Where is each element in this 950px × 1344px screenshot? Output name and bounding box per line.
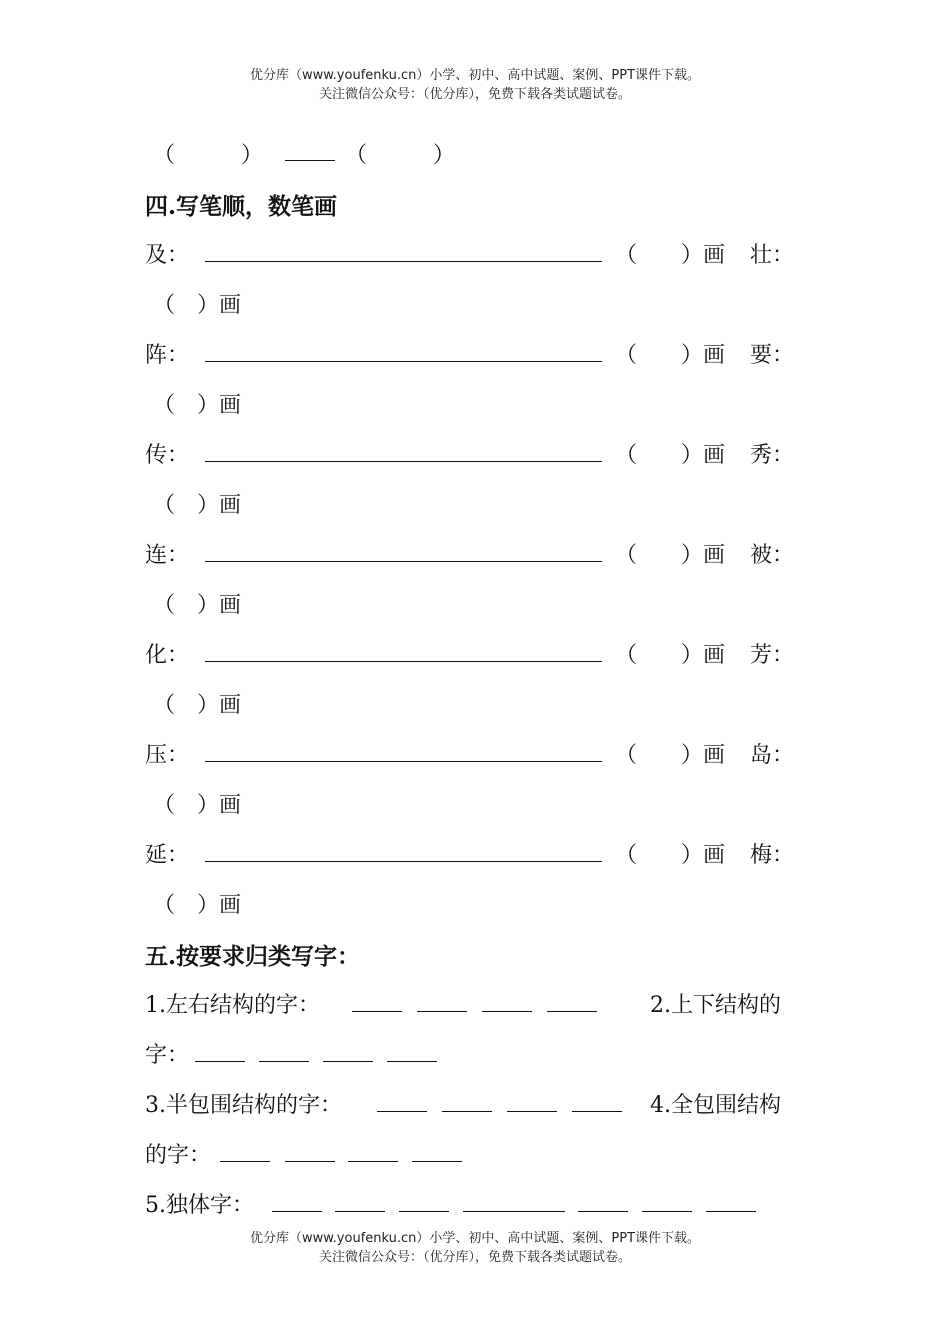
worksheet-body [145,128,810,1228]
stroke-count-paren: （ ）画 [615,743,726,768]
stroke-order-blank[interactable] [205,861,602,862]
section-4-heading [145,178,810,228]
answer-blank[interactable] [195,1061,245,1062]
char-label: 压： [145,743,190,768]
stroke-order-rows [145,228,810,928]
answer-blank[interactable] [285,160,335,161]
answer-blank[interactable] [572,1111,622,1112]
answer-blank[interactable] [220,1161,270,1162]
footer-line-1: 优分库（www.youfenku.cn）小学、初中、高中试题、案例、PPT课件下载。 [249,1231,701,1246]
stroke-count-paren: （ ）画 [615,343,726,368]
page-footer [0,1229,950,1267]
stroke-count-paren: （ ）画 [615,243,726,268]
char-label: 及： [145,243,190,268]
answer-blank[interactable] [285,1161,335,1162]
answer-blank[interactable] [417,1011,467,1012]
item-4-label-cont: 的字： [145,1143,212,1168]
stroke-count-paren: （ ）画 [615,543,726,568]
stroke-row [145,428,810,478]
answer-blank[interactable] [412,1161,462,1162]
answer-blank[interactable] [323,1061,373,1062]
next-char-label: 被： [750,543,795,568]
item-1-label: 1.左右结构的字： [145,993,320,1018]
answer-blank[interactable] [335,1211,385,1212]
section-title: 五.按要求归类写字： [145,943,361,970]
stroke-order-blank[interactable] [205,461,602,462]
section-title: 四.写笔顺，数笔画 [145,193,338,220]
stroke-count-paren: （ ）画 [615,643,726,668]
page-header [0,66,950,104]
answer-blank[interactable] [578,1211,628,1212]
stroke-row-cont [145,278,810,328]
next-char-label: 壮： [750,243,795,268]
stroke-row [145,628,810,678]
answer-blank[interactable] [352,1011,402,1012]
answer-blank[interactable] [442,1111,492,1112]
item-3-label: 3.半包围结构的字： [145,1093,342,1118]
next-char-label: 芳： [750,643,795,668]
item-1-row [145,978,810,1028]
stroke-count-paren: （ ）画 [153,393,242,418]
header-line-2: 关注微信公众号：（优分库），免费下载各类试题试卷。 [318,87,631,102]
stroke-row [145,328,810,378]
stroke-count-paren: （ ）画 [153,293,242,318]
item-2-label: 2.上下结构的 [650,993,781,1018]
stroke-row-cont [145,478,810,528]
answer-blank[interactable] [399,1211,449,1212]
item-5-row [145,1178,810,1228]
stroke-order-blank[interactable] [205,561,602,562]
stroke-order-blank[interactable] [205,761,602,762]
stroke-count-paren: （ ）画 [153,793,242,818]
answer-blank[interactable] [706,1211,756,1212]
answer-blank[interactable] [482,1011,532,1012]
stroke-row-cont [145,378,810,428]
item-2-label-cont: 字： [145,1043,190,1068]
stroke-row [145,528,810,578]
paren-right: （ ） [345,143,456,168]
section-5-heading [145,928,810,978]
stroke-row-cont [145,678,810,728]
stroke-count-paren: （ ）画 [615,843,726,868]
stroke-count-paren: （ ）画 [153,493,242,518]
item-4-row [145,1128,810,1178]
stroke-row-cont [145,778,810,828]
char-label: 化： [145,643,190,668]
answer-blank[interactable] [259,1061,309,1062]
next-char-label: 梅： [750,843,795,868]
stroke-count-paren: （ ）画 [153,693,242,718]
stroke-row [145,828,810,878]
stroke-order-blank[interactable] [205,661,602,662]
stroke-row [145,728,810,778]
char-label: 延： [145,843,190,868]
answer-blank[interactable] [377,1111,427,1112]
char-label: 连： [145,543,190,568]
paren-left: （ ） [153,143,264,168]
stroke-row [145,228,810,278]
stroke-count-paren: （ ）画 [153,893,242,918]
answer-blank[interactable] [642,1211,692,1212]
next-char-label: 要： [750,343,795,368]
answer-blank[interactable] [348,1161,398,1162]
answer-blank[interactable] [272,1211,322,1212]
answer-blank[interactable] [387,1061,437,1062]
answer-blank[interactable] [507,1111,557,1112]
stroke-count-paren: （ ）画 [153,593,242,618]
stroke-order-blank[interactable] [205,361,602,362]
char-label: 阵： [145,343,190,368]
next-char-label: 秀： [750,443,795,468]
paren-row [145,128,810,178]
stroke-count-paren: （ ）画 [615,443,726,468]
item-3-row [145,1078,810,1128]
footer-line-2: 关注微信公众号：（优分库），免费下载各类试题试卷。 [318,1250,631,1265]
item-5-label: 5.独体字： [145,1193,254,1218]
item-4-label: 4.全包围结构 [650,1093,781,1118]
next-char-label: 岛： [750,743,795,768]
stroke-order-blank[interactable] [205,261,602,262]
answer-blank[interactable] [463,1211,565,1212]
answer-blank[interactable] [547,1011,597,1012]
char-label: 传： [145,443,190,468]
stroke-row-cont [145,878,810,928]
header-line-1: 优分库（www.youfenku.cn）小学、初中、高中试题、案例、PPT课件下载。 [249,68,701,83]
item-2-row [145,1028,810,1078]
stroke-row-cont [145,578,810,628]
